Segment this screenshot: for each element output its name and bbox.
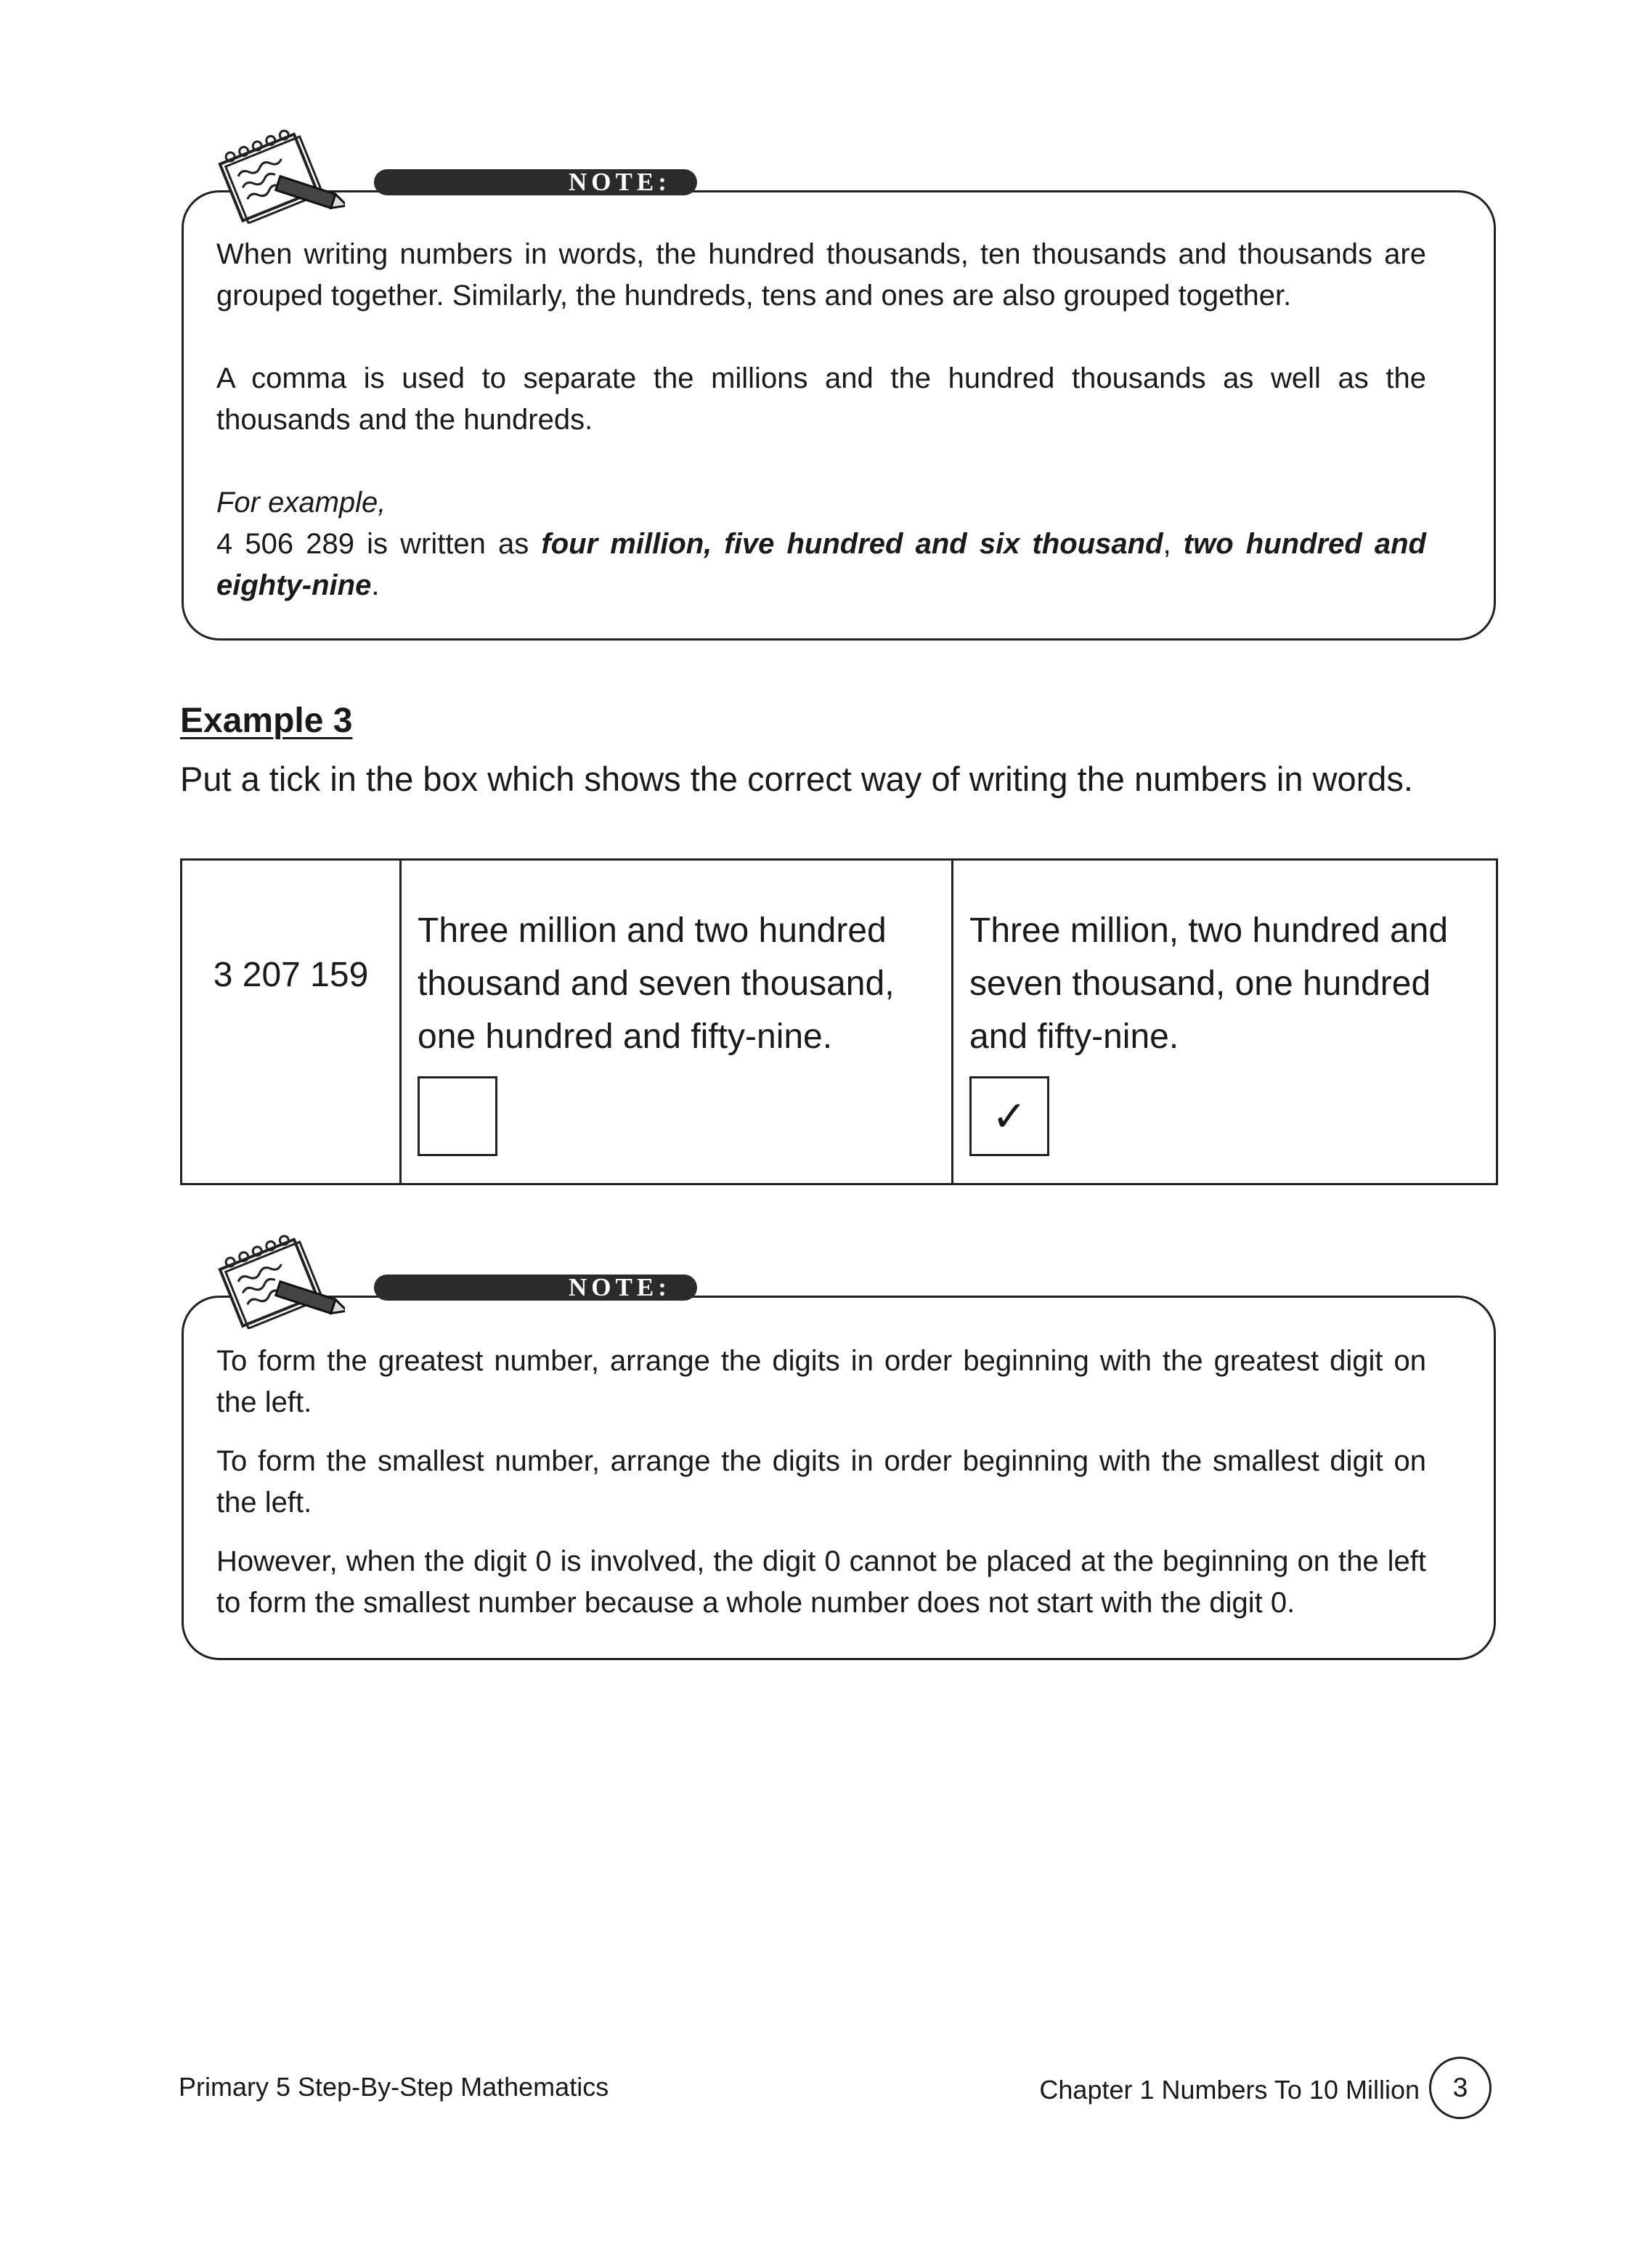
note-body-2 [216, 1341, 1426, 1624]
option-text: Three million and two hundred thousand and seven thousand, one hundred and fifty-nine. [418, 911, 895, 1056]
note-label: NOTE: [569, 168, 671, 196]
option-cell-1 [401, 860, 953, 1184]
tick-box-1[interactable] [418, 1076, 497, 1156]
note-paragraph: To form the greatest number, arrange the digits in order beginning with the greatest digit on the left. [216, 1345, 1426, 1418]
note-label-pill [374, 1275, 697, 1301]
example-prefix: 4 506 289 is written as [216, 528, 542, 560]
note-label: NOTE: [569, 1273, 671, 1301]
option-cell-2 [953, 860, 1497, 1184]
option-text: Three million, two hundred and seven thousand, one hundred and fifty-nine. [969, 911, 1449, 1056]
example-table [180, 858, 1498, 1185]
table-row [182, 860, 1497, 1184]
number-cell: 3 207 159 [182, 860, 401, 1184]
note-paragraph: However, when the digit 0 is involved, the digit 0 cannot be placed at the beginning on the left to form the smallest number because a whole number does not start with the digit 0. [216, 1545, 1426, 1619]
note-paragraph: To form the smallest number, arrange the digits in order beginning with the smallest digit on the left. [216, 1445, 1426, 1519]
footer-book-title: Primary 5 Step-By-Step Mathematics [179, 2072, 609, 2102]
notepad-pencil-icon [207, 122, 345, 224]
tick-box-2[interactable]: ✓ [969, 1076, 1049, 1156]
note-paragraph: A comma is used to separate the millions and the hundred thousands as well as the thousands and the hundreds. [216, 362, 1426, 436]
note-paragraph: When writing numbers in words, the hundred thousands, ten thousands and thousands are grouped together. Similarly, the hundreds, tens and ones are also grouped together. [216, 238, 1426, 312]
example-period: . [371, 569, 380, 601]
example-title: Example 3 [180, 702, 353, 740]
footer-chapter-title: Chapter 1 Numbers To 10 Million [1039, 2075, 1420, 2105]
example-instruction: Put a tick in the box which shows the correct way of writing the numbers in words. [180, 760, 1413, 798]
example-words-part2: two hundred and eighty-nine [216, 528, 1426, 601]
note-example-sentence [216, 524, 1426, 606]
notepad-pencil-icon [207, 1227, 345, 1329]
example-comma: , [1163, 528, 1184, 560]
note-example-intro: For example, [216, 487, 386, 519]
note-body-1 [216, 234, 1426, 606]
example-words-part1: four million, five hundred and six thousand [541, 528, 1163, 560]
note-label-pill [374, 169, 697, 195]
page-number: 3 [1429, 2057, 1492, 2119]
